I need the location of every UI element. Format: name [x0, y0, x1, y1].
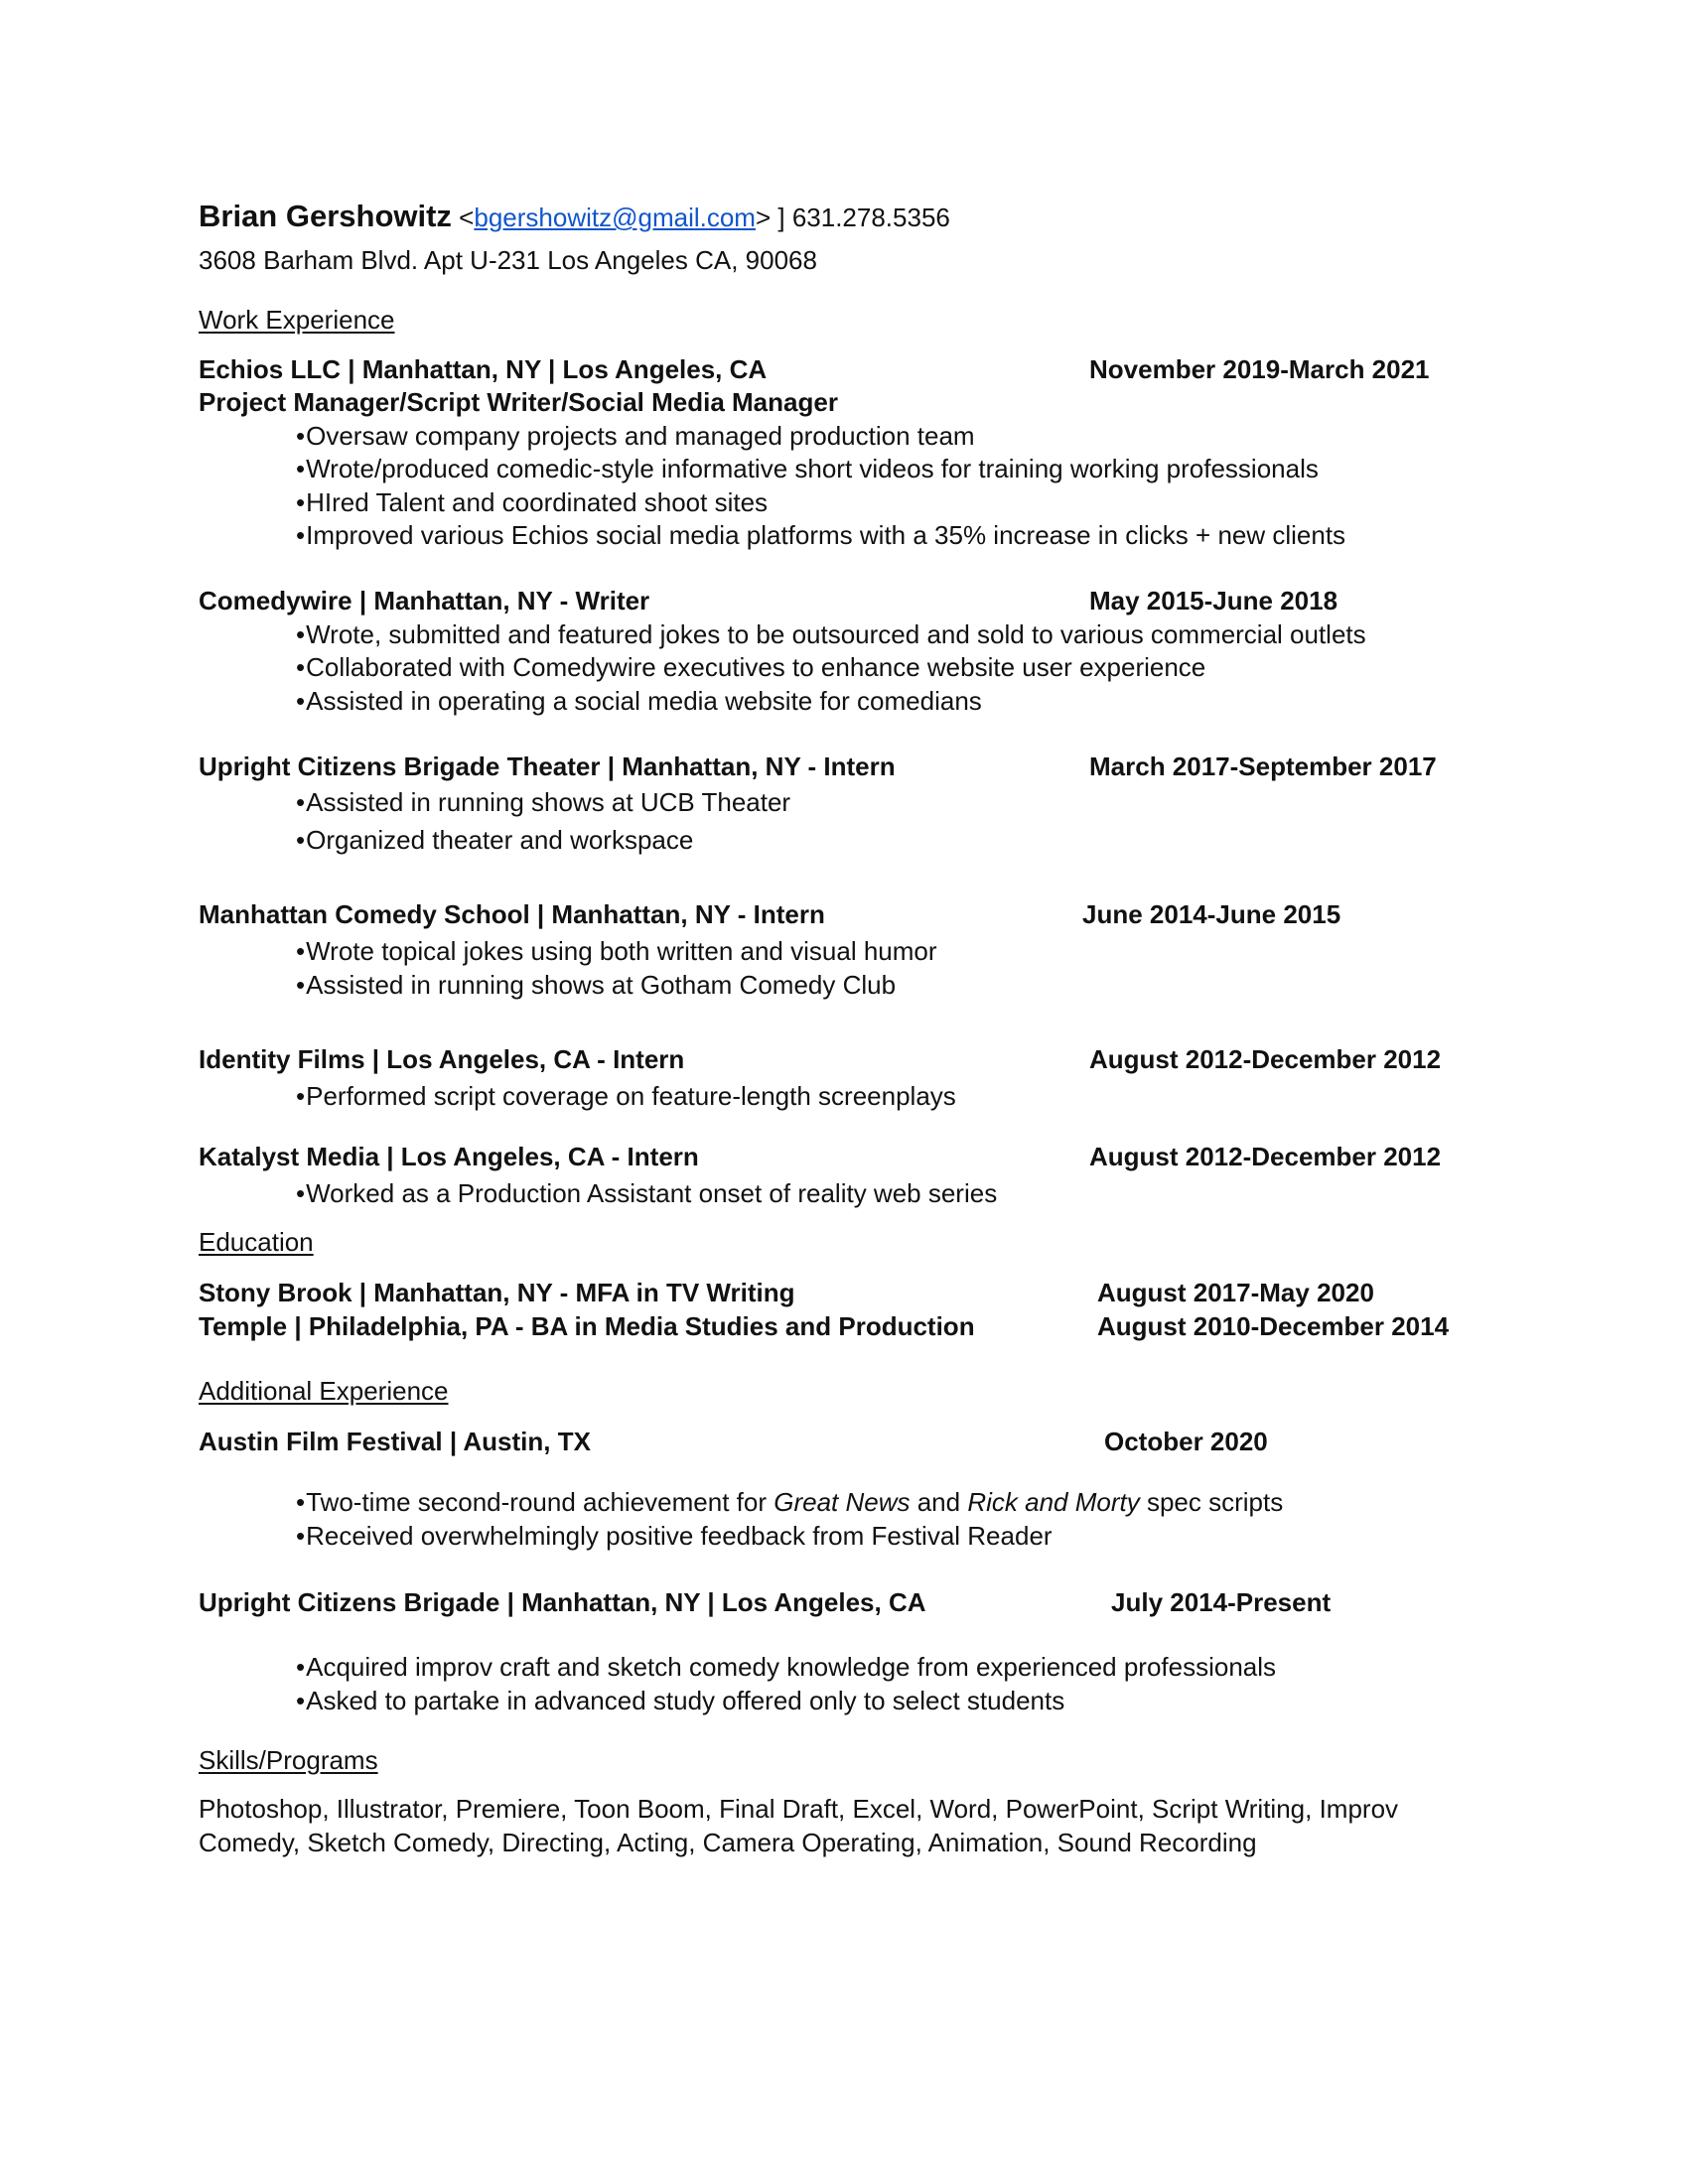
job-dates: March 2017-September 2017	[1089, 751, 1437, 781]
show-title: Rick and Morty	[967, 1487, 1140, 1517]
additional-title: Austin Film Festival | Austin, TX	[199, 1427, 591, 1456]
job-bullet: •Organized theater and workspace	[296, 825, 694, 855]
job-dates: November 2019-March 2021	[1089, 354, 1430, 384]
additional-bullet: •Acquired improv craft and sketch comedy knowledge from experienced professionals	[296, 1652, 1277, 1682]
job-bullet: •Performed script coverage on feature-length screenplays	[296, 1081, 956, 1111]
job-subtitle: Project Manager/Script Writer/Social Media Manager	[199, 387, 838, 417]
job-dates: May 2015-June 2018	[1089, 586, 1338, 615]
job-bullet: •Oversaw company projects and managed production team	[296, 421, 975, 451]
job-dates: August 2012-December 2012	[1089, 1142, 1442, 1171]
job-bullet: •Wrote, submitted and featured jokes to be outsourced and sold to various commercial outlets	[296, 619, 1366, 649]
skills-list: Photoshop, Illustrator, Premiere, Toon Boom, Final Draft, Excel, Word, PowerPoint, Script Writing, Improv	[199, 1794, 1399, 1824]
job-title: Identity Films | Los Angeles, CA - Intern	[199, 1044, 685, 1074]
job-bullet: •Improved various Echios social media platforms with a 35% increase in clicks + new clients	[296, 520, 1346, 550]
job-bullet: •Worked as a Production Assistant onset of reality web series	[296, 1178, 998, 1208]
job-dates: August 2012-December 2012	[1089, 1044, 1442, 1074]
additional-bullet: •Asked to partake in advanced study offered only to select students	[296, 1686, 1065, 1715]
job-bullet: •Assisted in running shows at UCB Theater	[296, 787, 791, 817]
contact-header	[199, 201, 950, 233]
additional-title: Upright Citizens Brigade | Manhattan, NY | Los Angeles, CA	[199, 1587, 926, 1617]
education-entry: Temple | Philadelphia, PA - BA in Media Studies and Production	[199, 1311, 975, 1341]
section-heading-education: Education	[199, 1227, 314, 1257]
email-link[interactable]: bgershowitz@gmail.com	[474, 203, 756, 232]
job-title: Manhattan Comedy School | Manhattan, NY - Intern	[199, 899, 825, 929]
education-entry: Stony Brook | Manhattan, NY - MFA in TV Writing	[199, 1278, 795, 1307]
show-title: Great News	[774, 1487, 911, 1517]
section-heading-work: Work Experience	[199, 305, 395, 335]
job-title: Comedywire | Manhattan, NY - Writer	[199, 586, 650, 615]
job-title: Katalyst Media | Los Angeles, CA - Intern	[199, 1142, 699, 1171]
phone-number: > ] 631.278.5356	[755, 203, 950, 232]
education-dates: August 2017-May 2020	[1097, 1278, 1374, 1307]
address: 3608 Barham Blvd. Apt U-231 Los Angeles CA, 90068	[199, 245, 817, 275]
email-open: <	[451, 203, 475, 232]
additional-dates: October 2020	[1104, 1427, 1268, 1456]
candidate-name: Brian Gershowitz	[199, 199, 452, 233]
section-heading-additional: Additional Experience	[199, 1376, 449, 1406]
job-dates: June 2014-June 2015	[1082, 899, 1341, 929]
education-dates: August 2010-December 2014	[1097, 1311, 1450, 1341]
job-bullet: •Assisted in running shows at Gotham Comedy Club	[296, 970, 897, 1000]
skills-list: Comedy, Sketch Comedy, Directing, Acting, Camera Operating, Animation, Sound Recording	[199, 1828, 1257, 1857]
additional-dates: July 2014-Present	[1111, 1587, 1332, 1617]
job-bullet: •Assisted in operating a social media website for comedians	[296, 686, 982, 716]
job-bullet: •Wrote/produced comedic-style informative short videos for training working professionals	[296, 454, 1319, 483]
job-title: Echios LLC | Manhattan, NY | Los Angeles, CA	[199, 354, 768, 384]
additional-bullet: •Received overwhelmingly positive feedback from Festival Reader	[296, 1521, 1053, 1551]
job-bullet: •Collaborated with Comedywire executives to enhance website user experience	[296, 652, 1206, 682]
job-bullet: •Wrote topical jokes using both written and visual humor	[296, 936, 937, 966]
job-title: Upright Citizens Brigade Theater | Manhattan, NY - Intern	[199, 751, 896, 781]
additional-bullet: •Two-time second-round achievement for Great News and Rick and Morty spec scripts	[296, 1487, 1284, 1517]
section-heading-skills: Skills/Programs	[199, 1745, 378, 1775]
job-bullet: •HIred Talent and coordinated shoot sites	[296, 487, 769, 517]
